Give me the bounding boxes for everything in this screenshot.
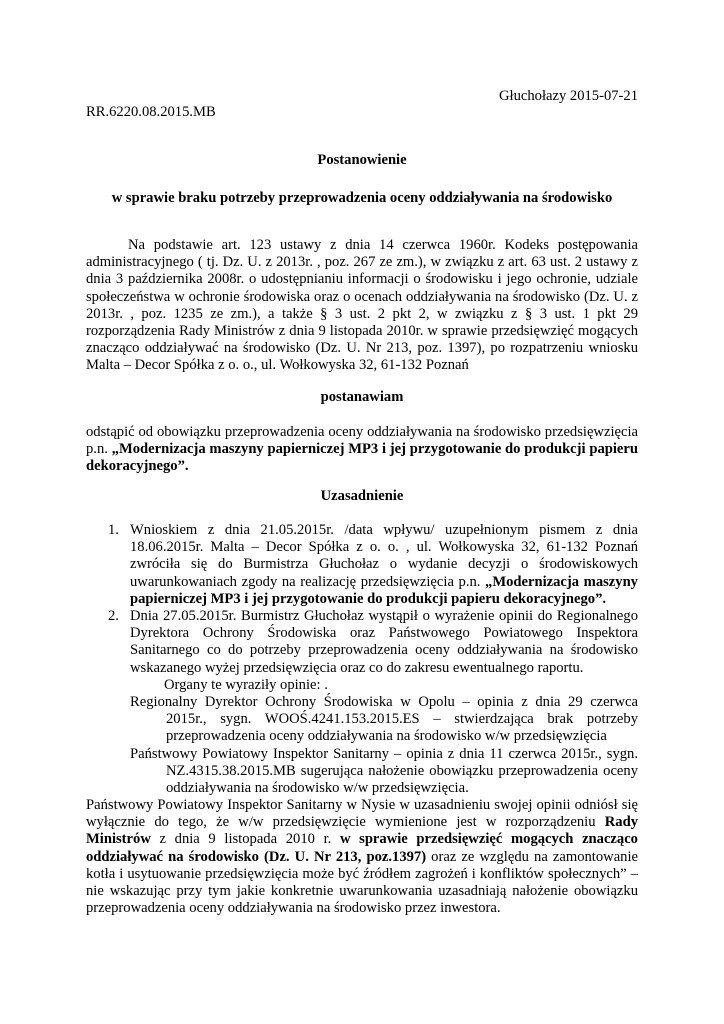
decision-text: odstąpić od obowiązku przeprowadzenia oceny oddziaływania na środowisko przedsięwzięcia p.n. bbox=[86, 424, 638, 458]
decision-project-name: „Modernizacja maszyny papierniczej MP3 i jej przygotowanie do produkcji papieru dekoracyjnego”. bbox=[86, 441, 638, 475]
list-item-text: Wnioskiem z dnia 21.05.2015r. /data wpływu/ uzupełnionym pismem z dnia 18.06.2015r. Malta – Decor Spółka z o. o. , ul. Wołkowyska 32, 61-132 Poznań zwróciła się do Burmistrza Głuchołaz o wydanie decyzji o środowiskowych uwarunkowaniach zgody na realizację przedsięwzięcia p.n. bbox=[130, 522, 638, 590]
opinion-text: Państwowy Powiatowy Inspektor Sanitarny – opinia z dnia 11 czerwca 2015r., sygn. NZ.4315.38.2015.MB sugerująca nałożenie obowiązku przeprowadzenia oceny oddziaływania na środowisko w/w przedsięwzięcia. bbox=[130, 745, 638, 797]
document-subject: w sprawie braku potrzeby przeprowadzenia oceny oddziaływania na środowisko bbox=[111, 190, 613, 206]
organs-line: Organy te wyraziły opinie: . bbox=[164, 676, 328, 693]
opinion-text: Regionalny Dyrektor Ochrony Środowiska w Opolu – opinia z dnia 29 czerwca 2015r., sygn. WOOŚ.4241.153.2015.ES – stwierdzająca brak potrzeby przeprowadzenia oceny oddziaływania na środowisko w/w przedsięwzięcia bbox=[130, 694, 638, 745]
list-item bbox=[86, 522, 638, 608]
justification-heading: Uzasadnienie bbox=[320, 488, 404, 504]
decision-paragraph bbox=[86, 424, 638, 476]
closing-text-1: Państwowy Powiatowy Inspektor Sanitarny w Nysie w uzasadnieniu swojej opinii odniósł się wyłącznie do tego, że w/w przedsięwzięcie wymienione jest w rozporządzeniu bbox=[86, 797, 638, 831]
list-item-number: 2. bbox=[108, 608, 119, 625]
decide-heading: postanawiam bbox=[320, 389, 404, 405]
closing-bold-1: Rady Ministrów bbox=[86, 814, 638, 848]
legal-basis-paragraph: Na podstawie art. 123 ustawy z dnia 14 czerwca 1960r. Kodeks postępowania administracyjnego ( tj. Dz. U. z 2013r. , poz. 267 ze zm.), w związku z art. 63 ust. 2 ustawy z dnia 3 października 2008r. o udostępnianiu informacji o środowisku i jego ochronie, udziale społeczeństwa w ochronie środowiska oraz o ocenach oddziaływania na środowisko (Dz. U. z 2013r. , poz. 1235 ze zm.), a także § 3 ust. 2 pkt 2, w związku z § 3 ust. 1 pkt 29 rozporządzenia Rady Ministrów z dnia 9 listopada 2010r. w sprawie przedsięwzięć mogących znacząco oddziaływać na środowisko (Dz. U. Nr 213, poz. 1397), po rozpatrzeniu wniosku Malta – Decor Spółka z o. o., ul. Wołkowyska 32, 61-132 Poznań bbox=[86, 237, 638, 374]
place-date: Głuchołazy 2015-07-21 bbox=[498, 88, 638, 104]
closing-paragraph bbox=[86, 797, 638, 917]
opinion-ppis bbox=[86, 746, 638, 798]
list-item-text: Dnia 27.05.2015r. Burmistrz Głuchołaz wystąpił o wyrażenie opinii do Regionalnego Dyrektora Ochrony Środowiska oraz Państwowego Powiatowego Inspektora Sanitarnego co do potrzeby przeprowadzenia oceny oddziaływania na środowisko wskazanego wyżej przedsięwzięcia oraz co do zakresu ewentualnego raportu. bbox=[130, 608, 638, 676]
opinion-rdos bbox=[86, 694, 638, 746]
closing-text-2: z dnia 9 listopada 2010 r. bbox=[150, 831, 340, 848]
closing-text-3: oraz ze względu na zamontowanie kotła i usytuowanie przedsięwzięcia może być źródłem zagrożeń i konfliktów społecznych” – nie wskazując przy tym jakie konkretnie uwarunkowania uzasadniają nałożenie obowiązku przeprowadzenia oceny oddziaływania na środowisko przez inwestora. bbox=[86, 848, 638, 917]
reference-number: RR.6220.08.2015.MB bbox=[86, 104, 216, 120]
closing-bold-2: w sprawie przedsięwzięć mogących znacząco oddziaływać na środowisko (Dz. U. Nr 213, poz.1397) bbox=[86, 831, 638, 865]
list-item-bold-text: „Modernizacja maszyny papierniczej MP3 i jej przygotowanie do produkcji papieru dekoracyjnego”. bbox=[130, 573, 638, 607]
justification-list bbox=[86, 522, 638, 797]
list-item-number: 1. bbox=[108, 522, 119, 538]
document-title: Postanowienie bbox=[317, 152, 407, 168]
list-item bbox=[86, 608, 638, 677]
